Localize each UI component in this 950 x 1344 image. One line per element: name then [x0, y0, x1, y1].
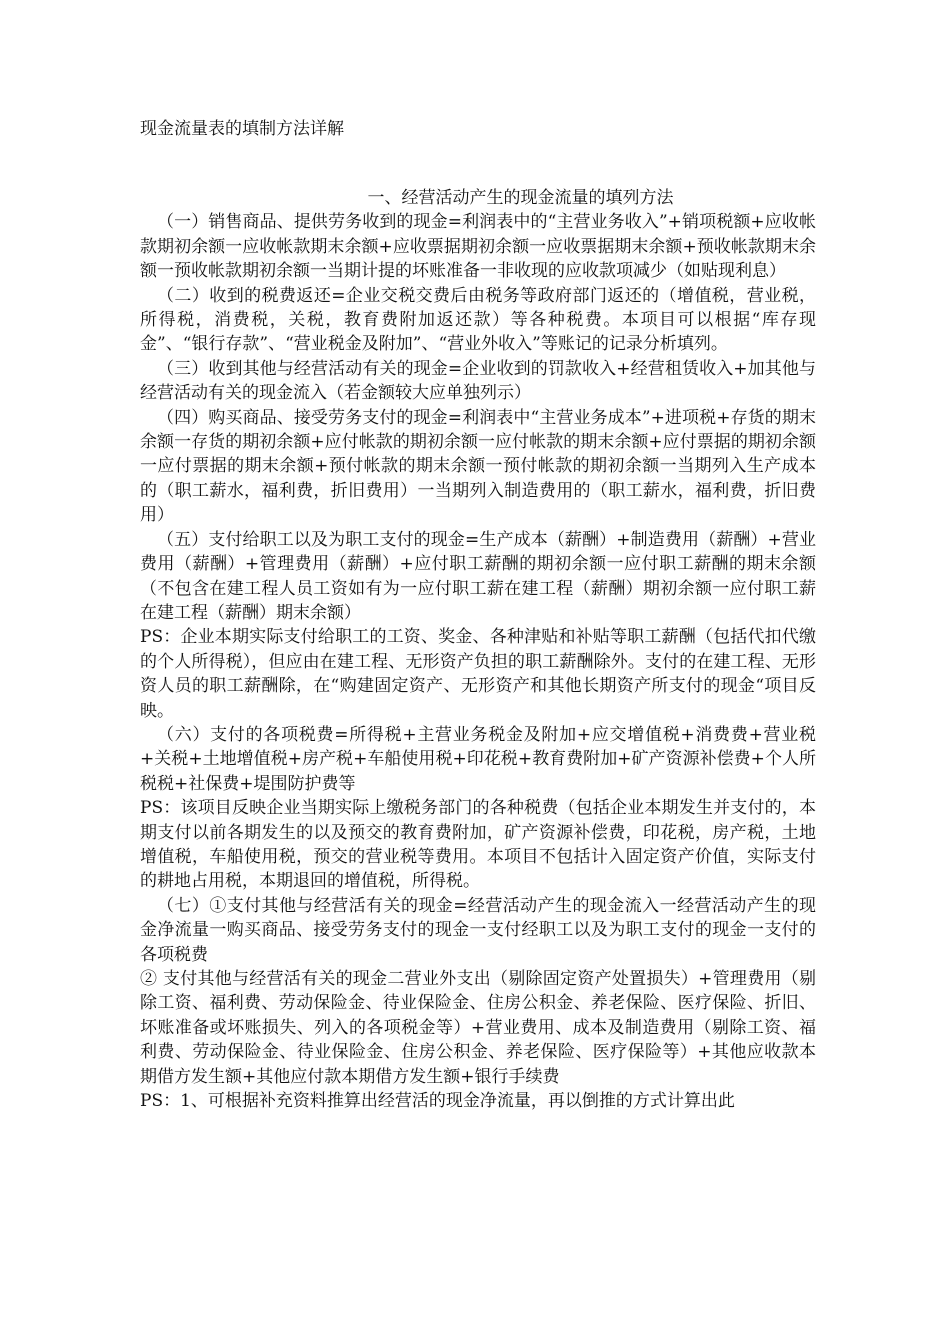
document-title: 现金流量表的填制方法详解	[140, 119, 344, 139]
ps-note-3: PS：1、可根据补充资料推算出经营活的现金净流量，再以倒推的方式计算出此	[140, 1091, 735, 1112]
ps-note-2: PS：该项目反映企业当期实际上缴税务部门的各种税费（包括企业本期发生并支付的，本期支付以前各期发生的以及预交的教育费附加，矿产资源补偿费，印花税，房产税，土地增值税，车船使用税，预交的营业税等费用。本项目不包括计入固定资产价值，实际支付的耕地占用税，本期退回的增值税，所得税。	[140, 798, 816, 892]
section-heading: 一、经营活动产生的现金流量的填列方法	[367, 188, 674, 208]
paragraph-3: （三）收到其他与经营活动有关的现金=企业收到的罚款收入+经营租赁收入+加其他与经营活动有关的现金流入（若金额较大应单独列示）	[140, 358, 816, 404]
paragraph-4: （四）购买商品、接受劳务支付的现金=利润表中“主营业务成本”+进项税+存货的期末余额一存货的期初余额+应付帐款的期初余额一应付帐款的期末余额+应付票据的期初余额一应付票据的期末余额+预付帐款的期末余额一预付帐款的期初余额一当期列入生产成本的（职工薪水，福利费，折旧费用）一当期列入制造费用的（职工薪水，福利费，折旧费用）	[140, 407, 816, 526]
paragraph-6: （六）支付的各项税费=所得税+主营业务税金及附加+应交增值税+消费费+营业税+关税+土地增值税+房产税+车船使用税+印花税+教育费附加+矿产资源补偿费+个人所税税+社保费+堤围防护费等	[140, 724, 816, 794]
paragraph-1: （一）销售商品、提供劳务收到的现金=利润表中的“主营业务收入”+销项税额+应收帐款期初余额一应收帐款期末余额+应收票据期初余额一应收票据期末余额+预收帐款期末余额一预收帐款期初余额一当期计提的坏账准备一非收现的应收款项减少（如贴现利息）	[140, 212, 816, 282]
paragraph-2: （二）收到的税费返还=企业交税交费后由税务等政府部门返还的（增值税，营业税，所得税，消费税，关税，教育费附加返还款）等各种税费。本项目可以根据“库存现金”、“银行存款”、“营业税金及附加”、“营业外收入”等账记的记录分析填列。	[140, 285, 816, 355]
paragraph-7: （七）①支付其他与经营活有关的现金=经营活动产生的现金流入一经营活动产生的现金净流量一购买商品、接受劳务支付的现金一支付经职工以及为职工支付的现金一支付的各项税费	[140, 895, 816, 965]
ps-note-1: PS：企业本期实际支付给职工的工资、奖金、各种津贴和补贴等职工薪酬（包括代扣代缴的个人所得税），但应由在建工程、无形资产负担的职工薪酬除外。支付的在建工程、无形资人员的职工薪酬除，在“购建固定资产、无形资产和其他长期资产所支付的现金“项目反映。	[140, 627, 816, 721]
paragraph-5: （五）支付给职工以及为职工支付的现金=生产成本（薪酬）+制造费用（薪酬）+营业费用（薪酬）+管理费用（薪酬）+应付职工薪酬的期初余额一应付职工薪酬的期末余额（不包含在建工程人员工资如有为一应付职工薪在建工程（薪酬）期初余额一应付职工薪在建工程（薪酬）期末余额）	[140, 529, 816, 623]
paragraph-7-formula-2: ② 支付其他与经营活有关的现金二营业外支出（剔除固定资产处置损失）+管理费用（剔除工资、福利费、劳动保险金、待业保险金、住房公积金、养老保险、医疗保险、折旧、坏账准备或坏账损失、列入的各项税金等）+营业费用、成本及制造费用（剔除工资、福利费、劳动保险金、待业保险金、住房公积金、养老保险、医疗保险等）+其他应收款本期借方发生额+其他应付款本期借方发生额+银行手续费	[140, 969, 816, 1087]
document-body	[140, 186, 816, 1113]
